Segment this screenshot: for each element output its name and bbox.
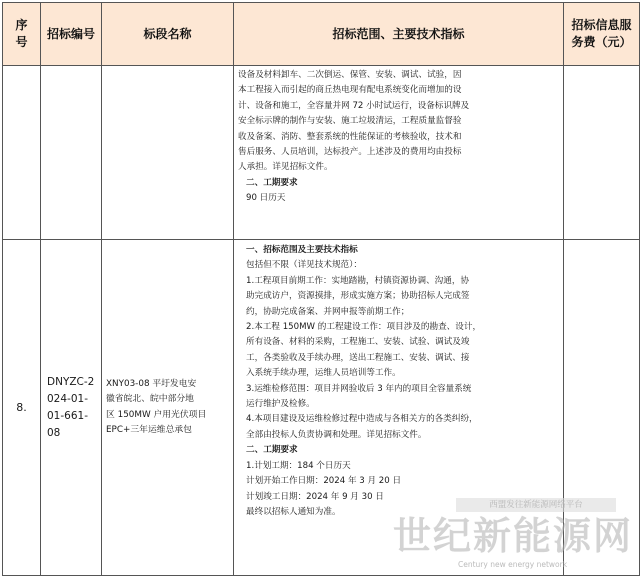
- row8-seq: 8.: [3, 240, 41, 576]
- row8-name-line: 徽省皖北、皖中部分地: [106, 394, 194, 404]
- header-scope: [234, 3, 564, 66]
- prev-scope-line: 人承担。详见招标文件。: [238, 162, 333, 173]
- row8-scope-line: 全部由投标人负责协调和处理。详见招标文件。: [246, 429, 427, 440]
- row8-name-line: XNY03-08 平圩发电安: [106, 378, 197, 389]
- watermark-subtitle: Century new energy network: [458, 560, 568, 569]
- row8-scope-line: 工，各类验收及手续办理，送出工程施工、安装、调试、接: [246, 352, 470, 363]
- row8-code-line: 08: [47, 426, 61, 439]
- header-scope-text: 招标范围、主要技术指标: [332, 26, 465, 41]
- header-code-text: 招标编号: [47, 26, 96, 41]
- row8-scope-line: 3.运维检修范围：项目并网验收后 3 年内的项目全容量系统: [246, 383, 472, 394]
- prev-scope-line: 安全标示牌的制作与安装、施工垃圾清运，工程质量监督验: [238, 116, 462, 127]
- row8-scope-line: 助完成访户，资源摸排，形成实施方案；协助招标人完成签: [246, 291, 470, 302]
- header-code: [41, 3, 102, 66]
- row8-scope-line: 约，协助完成备案、并网申报等前期工作；: [246, 306, 410, 317]
- row8-schedule-line: 最终以招标人通知为准。: [246, 506, 341, 517]
- row8-scope-line: 1.工程项目前期工作：实地踏勘，村镇资源协调、沟通，协: [246, 275, 470, 286]
- watermark-banner: 西盟发往新能源网络平台: [456, 498, 616, 512]
- row8-name-cell: [102, 240, 234, 576]
- row8-intro: 包括但不限（详见技术规范）：: [246, 260, 363, 271]
- header-name: [102, 3, 234, 66]
- row8-section1-title: 一、招标范围及主要技术指标: [246, 245, 358, 255]
- row8-scope-line: 入系统手续办理，运维人员培训等工作。: [246, 368, 401, 379]
- prev-scope-line: 售后服务、人员培训，达标投产。上述涉及的费用均由投标: [238, 147, 462, 158]
- row8-code-line: 024-01-: [47, 392, 88, 405]
- watermark-logo-text: 世纪新能源网: [393, 514, 634, 558]
- row8-section2-title: 二、工期要求: [246, 445, 298, 456]
- header-seq-text: 序号: [15, 18, 28, 49]
- row8-scope-line: 所有设备、材料的采购，工程施工、安装、试验、调试及竣: [246, 337, 470, 348]
- row8-schedule-line: 计划开始工作日期：2024 年 3 月 20 日: [246, 476, 402, 487]
- row8-code-line: DNYZC-2: [47, 375, 95, 388]
- row8-scope-line: 2.本工程 150MW 的工程建设工作：项目涉及的勘查、设计，: [246, 322, 482, 333]
- header-fee-text: 招标信息服务费（元）: [571, 18, 632, 49]
- header-seq: [3, 3, 41, 66]
- prev-name-cell: [102, 66, 234, 240]
- prev-scope-line: 计、设备和施工，全容量并网 72 小时试运行，设备标识牌及: [238, 100, 470, 111]
- prev-scope-line: 设备及材料卸车、二次倒运、保管、安装、调试、试验，因: [238, 70, 462, 80]
- table-row-prev: [3, 66, 640, 240]
- row8-scope-line: 运行维护及检修。: [246, 399, 315, 410]
- prev-duration: 90 日历天: [246, 193, 286, 204]
- row8-name-line: EPC+三年运维总承包: [106, 425, 192, 435]
- prev-fee-cell: [564, 66, 640, 240]
- prev-code-cell: [41, 66, 102, 240]
- header-fee: [564, 3, 640, 66]
- row8-code-line: 01-661-: [47, 409, 88, 422]
- row8-schedule-line: 计划竣工日期：2024 年 9 月 30 日: [246, 491, 384, 502]
- prev-section2-title: 二、工期要求: [246, 177, 298, 188]
- row8-schedule-line: 1.计划工期：184 个日历天: [246, 460, 351, 471]
- header-row: [3, 3, 640, 66]
- prev-scope-line: 收及备案、消防、整套系统的性能保证的考核验收，技术和: [238, 131, 462, 142]
- prev-seq-cell: [3, 66, 41, 240]
- prev-scope-line: 本工程接入而引起的商丘热电现有配电系统变化而增加的设: [238, 85, 462, 96]
- prev-scope-cell: [234, 66, 564, 240]
- row8-name-line: 区 150MW 户用光伏项目: [106, 409, 207, 420]
- row8-scope-line: 4.本项目建设及运维检修过程中造成与各相关方的各类纠纷，: [246, 414, 478, 425]
- row8-code-cell: [41, 240, 102, 576]
- tender-table: [2, 2, 640, 576]
- header-name-text: 标段名称: [143, 26, 192, 41]
